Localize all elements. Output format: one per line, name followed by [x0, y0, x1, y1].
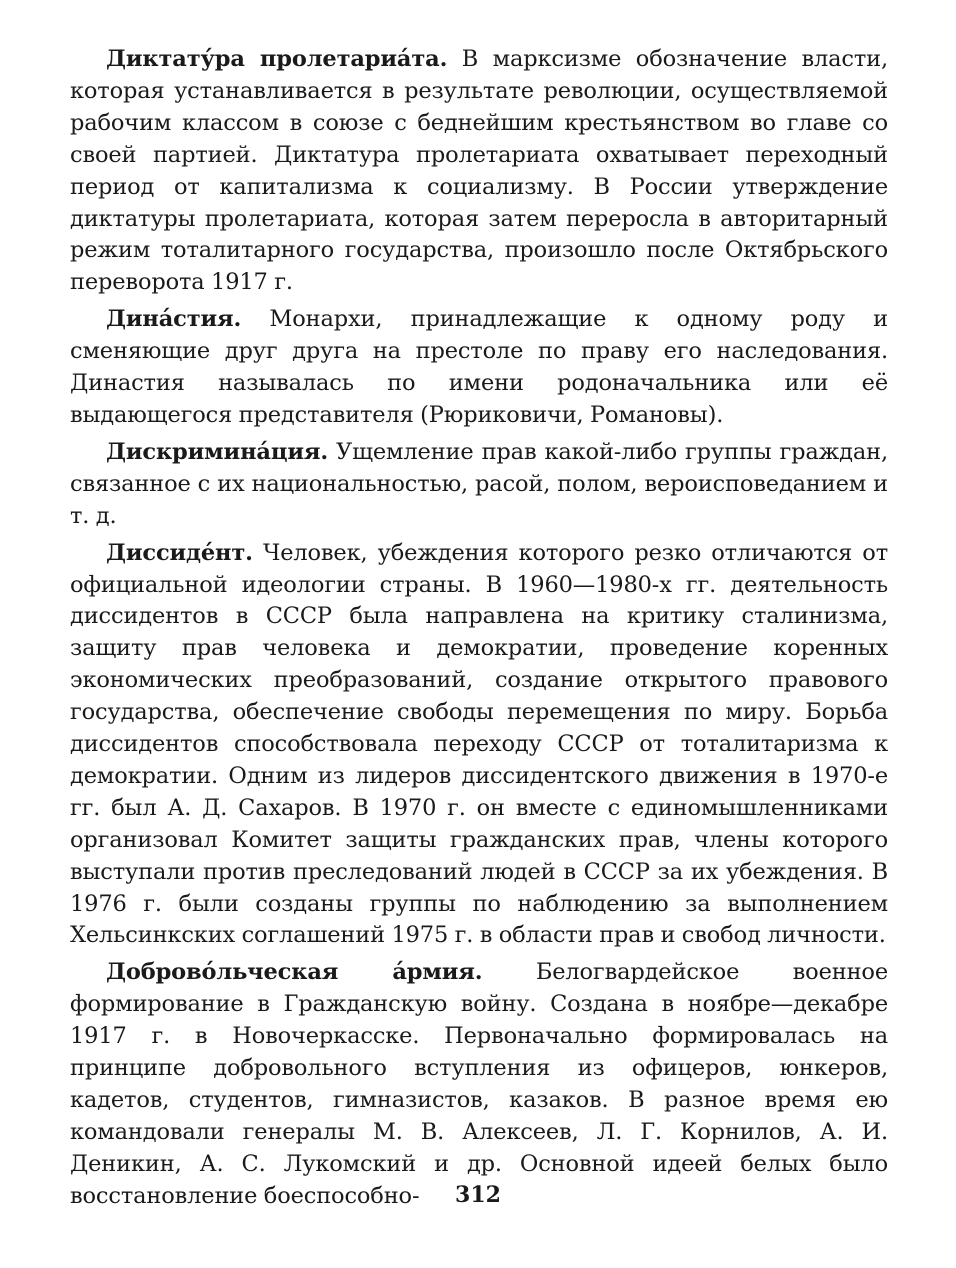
entry-term: Дина́стия.	[106, 306, 242, 333]
entry-text: Ущемление прав какой-либо группы граждан, связанное с их национальностью, расой, полом, вероисповеданием и т. д.	[70, 438, 888, 529]
document-page	[70, 44, 888, 1218]
entry-text: Белогвардейское военное формирование в Гражданскую войну. Создана в ноябре—декабре 1917 г. в Новочеркасске. Первоначально формировалась на принципе добровольного вступления из офицеров, юнкеров, кадетов, студентов, гимназистов, казаков. В разное время ею командовали генералы М. В. Алексеев, Л. Г. Корнилов, А. И. Деникин, А. С. Лукомский и др. Основной идеей белых было восстановление боеспособно-	[70, 959, 888, 1209]
entry-dissident	[70, 538, 888, 953]
page-number: 312	[455, 1182, 501, 1208]
entry-term: Доброво́льческая а́рмия.	[106, 959, 483, 986]
entry-term: Диктату́ра пролетариа́та.	[106, 46, 448, 72]
entry-discrimination	[70, 437, 888, 533]
entry-dictatorship-of-proletariat	[70, 44, 888, 299]
entry-text: Человек, убеждения которого резко отличаются от официальной идеологии страны. В 1960—1980-х гг. деятельность диссидентов в СССР была направлена на критику сталинизма, защиту прав человека и демократии, проведение коренных экономических преобразований, создание открытого правового государства, обеспечение свободы перемещения по миру. Борьба диссидентов способствовала переходу СССР от тоталитаризма к демократии. Одним из лидеров диссидентского движения в 1970-е гг. был А. Д. Сахаров. В 1970 г. он вместе с единомышленниками организовал Комитет защиты гражданских прав, члены которого выступали против преследований людей в СССР за их убеждения. В 1976 г. были созданы группы по наблюдению за выполнением Хельсинкских соглашений 1975 г. в области прав и свобод личности.	[70, 539, 888, 949]
entry-term: Диссиде́нт.	[106, 539, 253, 566]
entry-text: В марксизме обозначение власти, которая устанавливается в результате революции, осуществляемой рабочим классом в союзе с беднейшим крестьянством во главе со своей партией. Диктатура пролетариата охватывает переходный период от капитализма к социализму. В России утверждение диктатуры пролетариата, которая затем переросла в авторитарный режим тоталитарного государства, произошло после Октябрьского переворота 1917 г.	[70, 46, 888, 296]
entry-term: Дискримина́ция.	[106, 438, 329, 465]
entry-text: Монархи, принадлежащие к одному роду и сменяющие друг друга на престоле по праву его наследования. Династия называлась по имени родоначальника или её выдающегося представителя (Рюриковичи, Романовы).	[70, 306, 888, 428]
entry-volunteer-army	[70, 957, 888, 1212]
entry-dynasty	[70, 304, 888, 432]
